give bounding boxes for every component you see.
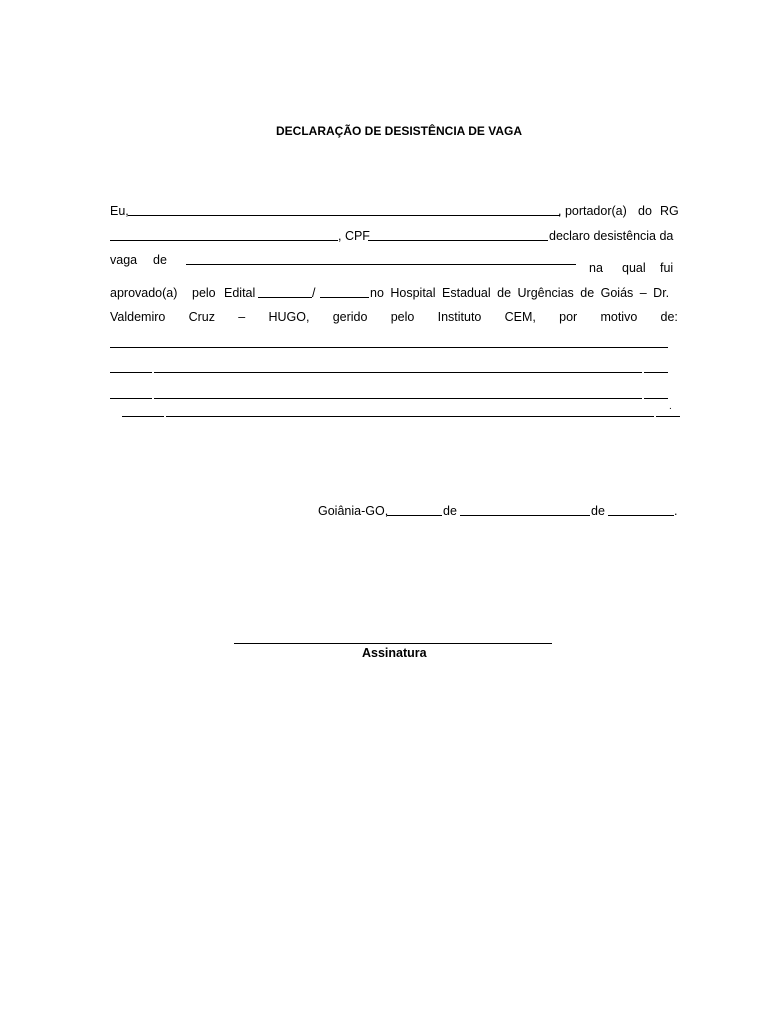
word-cruz: Cruz <box>188 310 216 324</box>
date-end-period: . <box>674 504 678 518</box>
signature-label: Assinatura <box>362 646 427 660</box>
motivo-line-4c[interactable] <box>656 416 680 417</box>
motivo-line-1[interactable] <box>110 347 668 348</box>
document-title: DECLARAÇÃO DE DESISTÊNCIA DE VAGA <box>276 124 523 138</box>
month-field[interactable] <box>460 515 590 516</box>
motivo-end-period: . <box>669 401 672 412</box>
declaro-label: declaro desistência da <box>549 229 674 243</box>
word-hugo: HUGO, <box>268 310 310 324</box>
aprovado-label: aprovado(a) <box>110 286 178 300</box>
vaga-field[interactable] <box>186 264 576 265</box>
motivo-line-2a[interactable] <box>110 372 152 373</box>
na-label: na <box>589 261 603 275</box>
edital-year-field[interactable] <box>320 297 369 298</box>
word-pelo: pelo <box>390 310 415 324</box>
do-label: do <box>638 204 652 218</box>
qual-label: qual <box>622 261 646 275</box>
word-instituto: Instituto <box>437 310 482 324</box>
hospital-text: no Hospital Estadual de Urgências de Goiás – Dr. <box>370 286 670 300</box>
fui-label: fui <box>660 261 674 275</box>
edital-label: Edital <box>224 286 256 300</box>
word-de: de: <box>660 310 678 324</box>
rg-label: RG <box>660 204 679 218</box>
edital-slash: / <box>312 286 316 300</box>
rg-field[interactable] <box>110 240 338 241</box>
city-label: Goiânia-GO, <box>318 504 389 518</box>
motivo-line-4b[interactable] <box>166 416 654 417</box>
vaga-de-label: de <box>153 253 167 267</box>
signature-field[interactable] <box>234 643 552 644</box>
motivo-line-3b[interactable] <box>154 398 642 399</box>
word-cem: CEM, <box>504 310 536 324</box>
motivo-line-2b[interactable] <box>154 372 642 373</box>
word-valdemiro: Valdemiro <box>110 310 166 324</box>
name-field[interactable] <box>128 215 560 216</box>
year-field[interactable] <box>608 515 674 516</box>
day-field[interactable] <box>387 515 442 516</box>
eu-label: Eu, <box>110 204 129 218</box>
motivo-line-2c[interactable] <box>644 372 668 373</box>
word-gerido: gerido <box>332 310 368 324</box>
motivo-line <box>110 311 678 324</box>
portador-label: , portador(a) <box>558 204 627 218</box>
motivo-line-4a[interactable] <box>122 416 164 417</box>
cpf-field[interactable] <box>368 240 548 241</box>
motivo-line-3c[interactable] <box>644 398 668 399</box>
word-motivo: motivo <box>600 310 638 324</box>
word-dash: – <box>238 310 246 324</box>
cpf-label: , CPF <box>338 229 370 243</box>
motivo-line-3a[interactable] <box>110 398 152 399</box>
vaga-label: vaga <box>110 253 138 267</box>
date-de-1: de <box>443 504 457 518</box>
edital-number-field[interactable] <box>258 297 312 298</box>
word-por: por <box>559 310 578 324</box>
pelo-label: pelo <box>192 286 216 300</box>
date-de-2: de <box>591 504 605 518</box>
